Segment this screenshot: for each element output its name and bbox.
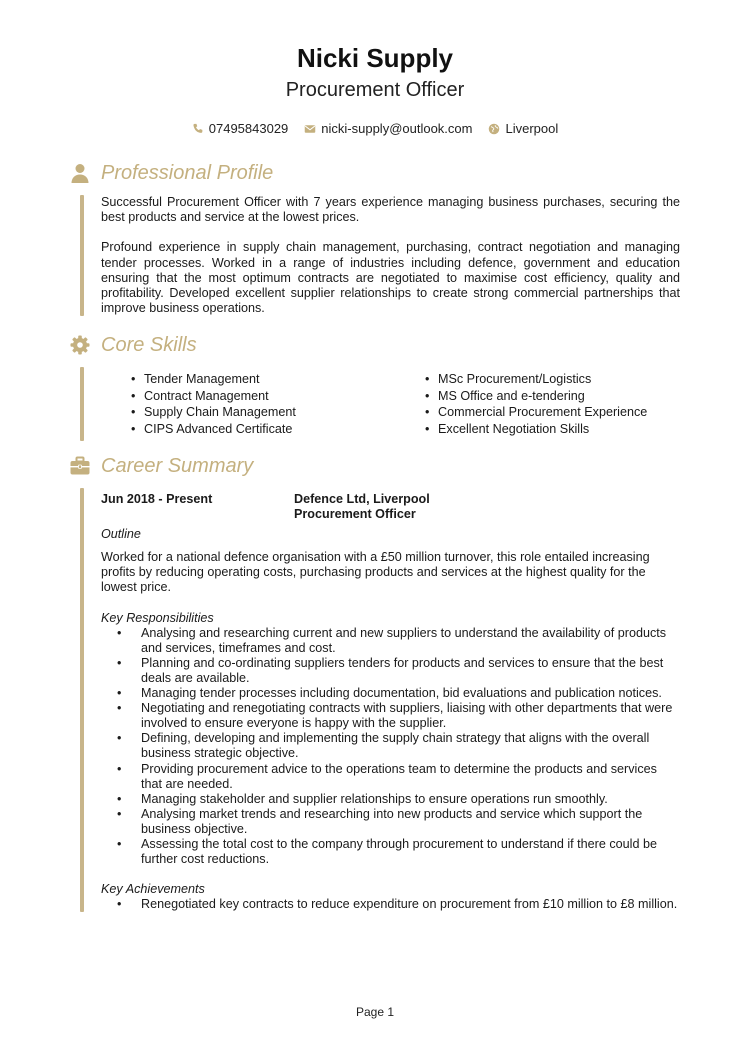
page-number: Page 1: [355, 1005, 395, 1019]
responsibilities-list: [101, 626, 680, 868]
envelope-icon: [304, 123, 316, 135]
job-date: Jun 2018 - Present: [101, 492, 213, 507]
achievements-label: Key Achievements: [101, 882, 205, 897]
email-address: nicki-supply@outlook.com: [321, 121, 473, 136]
job-company: Defence Ltd, Liverpool: [294, 492, 430, 507]
globe-icon: [488, 123, 500, 135]
achievements-list: [101, 897, 680, 912]
skills-list: [101, 371, 680, 437]
career-section: [70, 453, 680, 912]
profile-section: [70, 160, 680, 316]
responsibilities-label: Key Responsibilities: [101, 610, 214, 625]
skill-item: • Contract Management: [131, 388, 425, 404]
skill-item: • Commercial Procurement Experience: [425, 404, 647, 420]
list-item: • Defining, developing and implementing the supply chain strategy that aligns with the overall business strategic objective.: [101, 731, 680, 761]
candidate-role: Procurement Officer: [285, 79, 465, 101]
phone-icon: [192, 123, 204, 135]
skills-title: Core Skills: [101, 333, 197, 356]
career-heading: [70, 453, 680, 479]
skill-item: • Excellent Negotiation Skills: [425, 421, 647, 437]
skills-column-right: [425, 371, 647, 437]
list-item: • Providing procurement advice to the operations team to determine the products and services that are needed.: [101, 762, 680, 792]
skill-item: • Supply Chain Management: [131, 404, 425, 420]
job-title-block: [294, 492, 430, 522]
skills-heading: [70, 332, 680, 358]
career-body: [80, 488, 680, 912]
contact-bar: [0, 121, 750, 136]
location-text: Liverpool: [505, 121, 559, 136]
list-item: • Managing stakeholder and supplier relationships to ensure operations run smoothly.: [101, 792, 680, 807]
job-header: [101, 492, 680, 522]
list-item: • Assessing the total cost to the company through procurement to understand if there could be further cost reductions.: [101, 837, 680, 867]
list-item: • Negotiating and renegotiating contracts with suppliers, liaising with other departments that were involved to ensure everyone is happy with the supplier.: [101, 701, 680, 731]
contact-location: [488, 121, 558, 136]
contact-phone: [192, 121, 289, 136]
skill-item: • MS Office and e-tendering: [425, 388, 647, 404]
list-item: • Renegotiated key contracts to reduce expenditure on procurement from £10 million to £8 million.: [101, 897, 680, 912]
skill-item: • CIPS Advanced Certificate: [131, 421, 425, 437]
briefcase-icon: [70, 456, 90, 476]
career-title: Career Summary: [101, 454, 254, 477]
resume-header: [0, 0, 750, 136]
phone-number: 07495843029: [208, 121, 289, 136]
skill-item: • MSc Procurement/Logistics: [425, 371, 647, 387]
skills-section: [70, 332, 680, 441]
contact-email: [304, 121, 472, 136]
outline-label: Outline: [101, 527, 141, 542]
skills-body: [80, 367, 680, 441]
candidate-name: Nicki Supply: [296, 43, 454, 73]
job-outline: Worked for a national defence organisation with a £50 million turnover, this role entailed increasing profits by reducing operating costs, purchasing products and services at the highest quality for the lowest price.: [101, 550, 650, 595]
job-position: Procurement Officer: [294, 507, 416, 522]
profile-paragraph-1: Successful Procurement Officer with 7 years experience managing business purchases, securing the best products and service at the lowest prices.: [101, 195, 680, 225]
list-item: • Analysing and researching current and new suppliers to understand the availability of products and services, timeframes and cost.: [101, 626, 680, 656]
list-item: • Planning and co-ordinating suppliers tenders for products and services to ensure that the best deals are available.: [101, 656, 680, 686]
list-item: • Managing tender processes including documentation, bid evaluations and publication notices.: [101, 686, 680, 701]
profile-title: Professional Profile: [101, 161, 274, 184]
user-icon: [70, 163, 90, 183]
profile-paragraph-2: Profound experience in supply chain management, purchasing, contract negotiation and managing tender processes. Worked in a range of industries including defence, government and education ensuring that the most optimum contracts are negotiated to maximise cost efficiency, quality and profitability. Developed excellent supplier relationships to create strong commercial partnerships that improve business operations.: [101, 240, 680, 316]
profile-body: [80, 195, 680, 316]
list-item: • Analysing market trends and researching into new products and service which support the business objective.: [101, 807, 680, 837]
profile-heading: [70, 160, 680, 186]
skills-column-left: [131, 371, 425, 437]
skill-item: • Tender Management: [131, 371, 425, 387]
gear-icon: [70, 335, 90, 355]
